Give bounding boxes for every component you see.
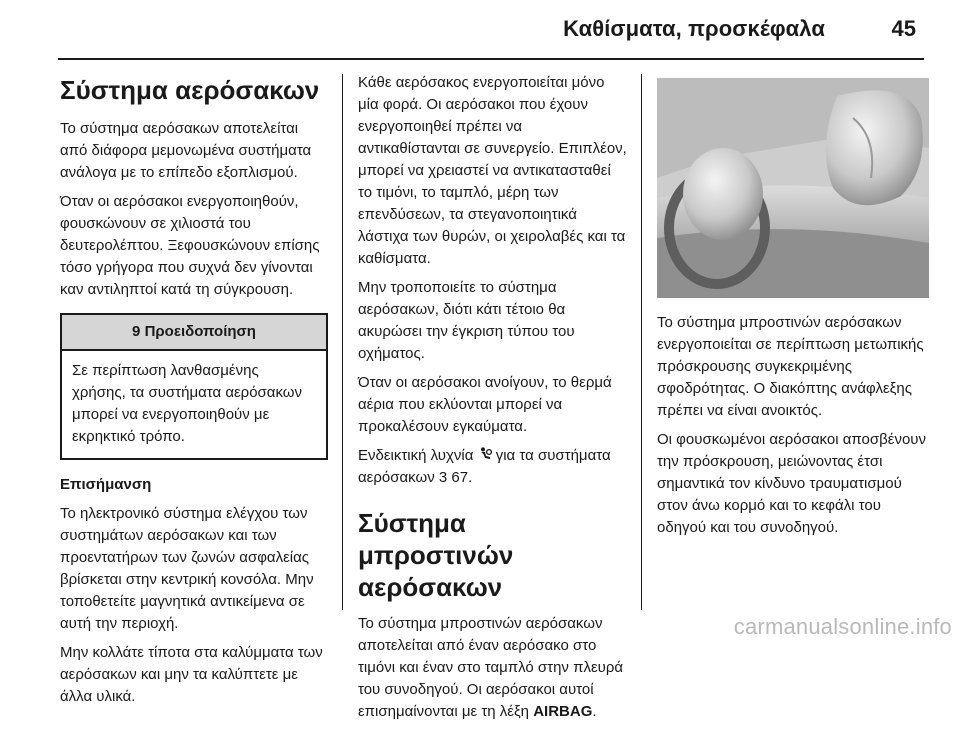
warning-icon: 9	[132, 323, 141, 340]
note-label: Επισήμανση	[60, 476, 152, 493]
text: .	[592, 703, 597, 720]
text: για τα συστήματα αερόσακων	[358, 447, 611, 486]
column-2	[358, 72, 628, 730]
paragraph: Όταν οι αερόσακοι ανοίγουν, το θερμά αέρια που εκλύονται μπορεί να προκαλέσουν εγκαύματα.	[358, 374, 612, 435]
paragraph	[358, 613, 628, 723]
section-title: Σύστημα μπροστινών αερόσακων	[358, 508, 514, 602]
warning-text: Σε περίπτωση λανθασμένης χρήσης, τα συστήματα αερόσακων μπορεί να ενεργοποιηθούν με εκρηκτικό τρόπο.	[72, 362, 303, 445]
paragraph: Το σύστημα αερόσακων αποτελείται από διάφορα μεμονωμένα συστήματα ανάλογα με το επίπεδο εξοπλισμού.	[60, 120, 312, 181]
airbag-word: AIRBAG	[533, 703, 593, 720]
page-reference[interactable]: 3 67.	[438, 469, 473, 486]
note-text: Το ηλεκτρονικό σύστημα ελέγχου των συστημάτων αερόσακων και των προεντατήρων των ζωνών ασφαλείας βρίσκεται στην κεντρική κονσόλα. Μην τοποθετείτε μαγνητικά αντικείμενα σε αυτή την περιοχή.	[60, 505, 314, 632]
header-title: Καθίσματα, προσκέφαλα	[563, 16, 825, 41]
paragraph: Όταν οι αερόσακοι ενεργοποιηθούν, φουσκώνουν σε χιλιοστά του δευτερολέπτου. Ξεφουσκώνουν επίσης τόσο γρήγορα που συχνά δεν γίνονται καν αντιληπτοί κατά τη σύγκρουση.	[60, 193, 320, 298]
section-title: Σύστημα αερόσακων	[60, 75, 320, 105]
header-rule	[58, 58, 924, 60]
paragraph: Κάθε αερόσακος ενεργοποιείται μόνο μία φορά. Οι αερόσακοι που έχουν ενεργοποιηθεί πρέπει να αντικαθίστανται σε συνεργείο. Επιπλέον, μπορεί να χρειαστεί να αντικατασταθεί το τιμόνι, το ταμπλό, μέρη των επενδύσεων, τα στεγανοποιητικά λάστιχα των θυρών, οι χειρολαβές και τα καθίσματα.	[358, 74, 627, 267]
text: Ενδεικτική λυχνία	[358, 447, 474, 464]
column-separator	[641, 74, 642, 610]
airbag-illustration-graphic	[657, 78, 929, 298]
airbag-warning-light-icon	[478, 447, 496, 464]
column-3	[657, 72, 929, 546]
paragraph: Οι φουσκωμένοι αερόσακοι αποσβένουν την πρόσκρουση, μειώνοντας έτσι σημαντικά τον κίνδυνο τραυματισμού στον άνω κορμό και το κεφάλι του οδηγού και του συνοδηγού.	[657, 431, 926, 536]
page-number: 45	[891, 16, 916, 41]
text: Το σύστημα μπροστινών αερόσακων αποτελείται από έναν αερόσακο στο τιμόνι και έναν στο ταμπλό στην πλευρά του συνοδηγού. Οι αερόσακοι αυτοί επισημαίνονται με τη λέξη	[358, 615, 624, 720]
warning-title: Προειδοποίηση	[144, 323, 256, 340]
paragraph-warning-light	[358, 445, 628, 489]
warning-box	[60, 313, 328, 460]
column-1	[60, 74, 328, 715]
watermark: carmanualsonline.info	[733, 614, 952, 639]
paragraph: Μην τροποποιείτε το σύστημα αερόσακων, διότι κάτι τέτοιο θα ακυρώσει την έγκριση τύπου του οχήματος.	[358, 279, 575, 362]
warning-header	[62, 315, 326, 351]
paragraph: Μην κολλάτε τίποτα στα καλύμματα των αερόσακων και μην τα καλύπτετε με άλλα υλικά.	[60, 644, 323, 705]
front-airbags-illustration	[657, 78, 929, 298]
column-separator	[342, 74, 343, 610]
paragraph: Το σύστημα μπροστινών αερόσακων ενεργοποιείται σε περίπτωση μετωπικής πρόσκρουσης συγκεκριμένης σφοδρότητας. Ο διακόπτης ανάφλεξης πρέπει να είναι ανοικτός.	[657, 314, 924, 419]
